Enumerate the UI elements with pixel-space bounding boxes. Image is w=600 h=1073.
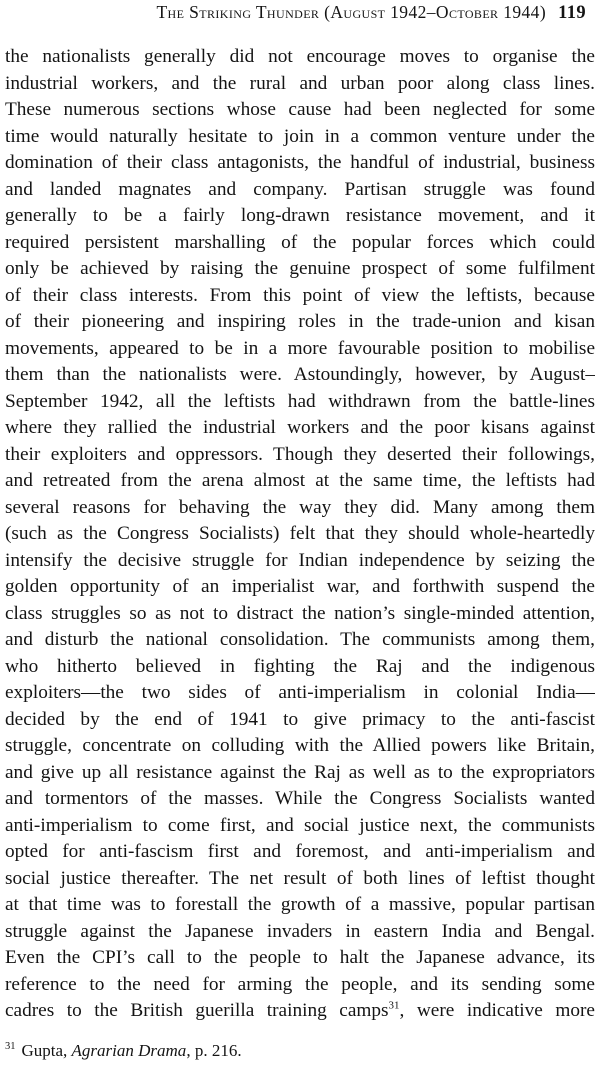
text-line: These numerous sections whose cause had been neglected for some — [5, 99, 595, 120]
text-line: struggle, concentrate on colluding with the Allied powers like Britain, — [5, 735, 595, 756]
text-line-with-footnote-ref — [5, 998, 595, 1025]
text-line: domination of their class antagonists, the handful of industrial, business — [5, 152, 595, 173]
text-line: of their class interests. From this point of view the leftists, because — [5, 284, 595, 306]
text-line: and give up all resistance against the Raj as well as to the expropriators — [5, 761, 595, 783]
text-line: and disturb the national consolidation. The communists among them, — [5, 629, 595, 650]
footnote-author: Gupta, — [21, 1041, 68, 1060]
text-line: time would naturally hesitate to join in a common venture under the — [5, 125, 595, 147]
text-line: their exploiters and oppressors. Though they deserted their followings, — [5, 443, 595, 465]
text-line: of their pioneering and inspiring roles in the trade-union and kisan — [5, 311, 595, 332]
text-line: (such as the Congress Socialists) felt that they should whole-heartedly — [5, 523, 595, 544]
running-title: The Striking Thunder (August 1942–October 1944) — [156, 2, 547, 22]
text-line: intensify the decisive struggle for Indian independence by seizing the — [5, 549, 595, 571]
body-text — [5, 44, 595, 1025]
page-number: 119 — [558, 3, 586, 23]
footnote-ref-mark[interactable]: 31 — [388, 999, 400, 1012]
text-line: them than the nationalists were. Astoundingly, however, by August– — [5, 364, 595, 385]
text-line: exploiters—the two sides of anti-imperialism in colonial India— — [5, 682, 595, 703]
text-line: movements, appeared to be in a more favourable position to mobilise — [5, 337, 595, 359]
text-line: anti-imperialism to come first, and social justice next, the communists — [5, 814, 595, 836]
text-line: and tormentors of the masses. While the Congress Socialists wanted — [5, 788, 595, 809]
text-line: golden opportunity of an imperialist war, and forthwith suspend the — [5, 576, 595, 597]
text-line: class struggles so as not to distract the nation’s single-minded attention, — [5, 602, 595, 624]
text-segment: , were indicative more — [399, 1000, 595, 1021]
footnote — [5, 1040, 242, 1062]
text-line: industrial workers, and the rural and urban poor along class lines. — [5, 72, 595, 94]
footnote-page-ref: , p. 216. — [186, 1041, 242, 1060]
text-line: social justice thereafter. The net result of both lines of leftist thought — [5, 867, 595, 889]
text-line: required persistent marshalling of the popular forces which could — [5, 231, 595, 253]
text-line: and retreated from the arena almost at the same time, the leftists had — [5, 470, 595, 491]
text-line: reference to the need for arming the people, and its sending some — [5, 973, 595, 995]
text-line: struggle against the Japanese invaders in eastern India and Bengal. — [5, 920, 595, 942]
text-segment: cadres to the British guerilla training camps — [5, 1000, 389, 1021]
text-line: where they rallied the industrial workers and the poor kisans against — [5, 417, 595, 438]
running-head — [10, 2, 586, 30]
text-line: at that time was to forestall the growth of a massive, popular partisan — [5, 894, 595, 915]
text-line: and landed magnates and company. Partisan struggle was found — [5, 178, 595, 200]
footnote-mark: 31 — [5, 1041, 16, 1053]
text-line: only be achieved by raising the genuine prospect of some fulfilment — [5, 258, 595, 279]
text-line: September 1942, all the leftists had withdrawn from the battle-lines — [5, 390, 595, 412]
text-line: opted for anti-fascism first and foremost, and anti-imperialism and — [5, 841, 595, 862]
text-line: who hitherto believed in fighting the Raj and the indigenous — [5, 655, 595, 677]
footnote-book-title: Agrarian Drama — [71, 1041, 187, 1060]
text-line: decided by the end of 1941 to give primacy to the anti-fascist — [5, 708, 595, 730]
text-line: the nationalists generally did not encourage moves to organise the — [5, 46, 595, 67]
text-line: generally to be a fairly long-drawn resistance movement, and it — [5, 205, 595, 226]
text-line: several reasons for behaving the way they did. Many among them — [5, 496, 595, 518]
text-line: Even the CPI’s call to the people to halt the Japanese advance, its — [5, 947, 595, 968]
